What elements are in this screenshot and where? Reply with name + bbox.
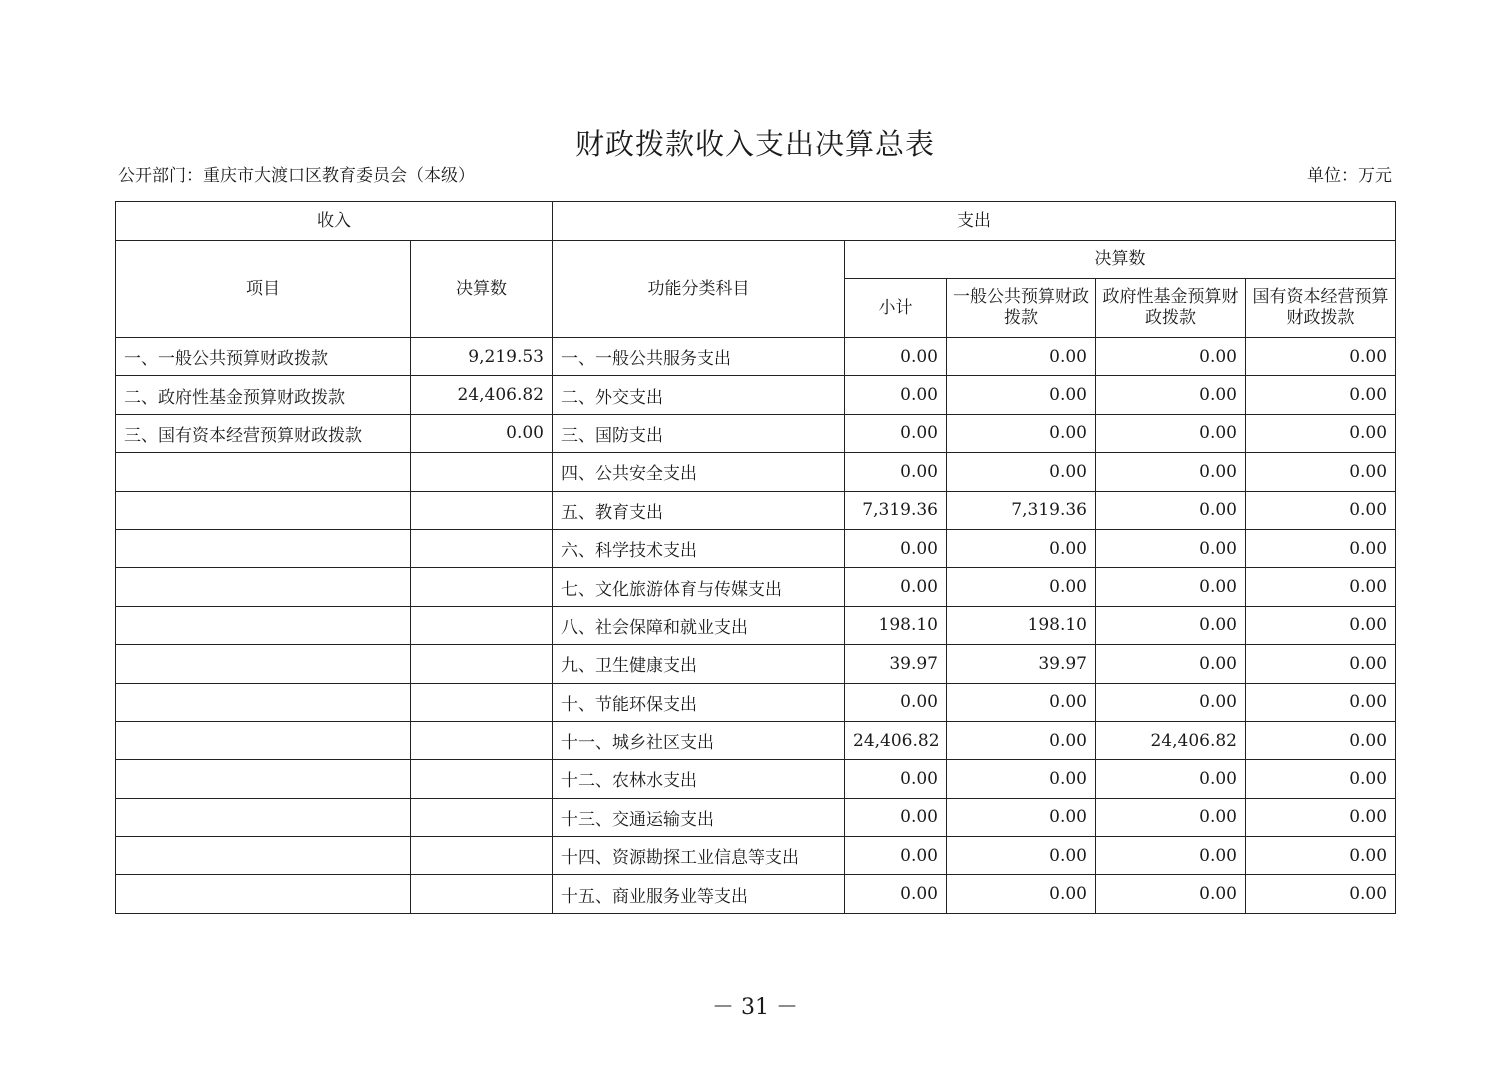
state-capital-cell: 0.00 (1246, 798, 1396, 836)
state-capital-cell: 0.00 (1246, 453, 1396, 491)
table-row (116, 721, 1396, 759)
table-row (116, 798, 1396, 836)
income-item-cell (116, 645, 411, 683)
general-budget-cell: 7,319.36 (947, 491, 1096, 529)
income-amount-cell (411, 529, 553, 567)
income-amount-cell (411, 491, 553, 529)
table-row (116, 338, 1396, 376)
expense-category-cell: 十五、商业服务业等支出 (553, 875, 845, 913)
income-item-cell (116, 568, 411, 606)
expense-header: 支出 (553, 202, 1396, 241)
table-row (116, 875, 1396, 913)
income-amount-cell: 0.00 (411, 414, 553, 452)
income-amount-cell: 24,406.82 (411, 376, 553, 414)
state-capital-cell: 0.00 (1246, 491, 1396, 529)
income-amount-cell (411, 568, 553, 606)
gov-fund-cell: 0.00 (1096, 529, 1246, 567)
table-row (116, 837, 1396, 875)
general-budget-cell: 0.00 (947, 338, 1096, 376)
expense-category-cell: 八、社会保障和就业支出 (553, 606, 845, 644)
general-budget-cell: 0.00 (947, 376, 1096, 414)
income-item-cell: 二、政府性基金预算财政拨款 (116, 376, 411, 414)
state-capital-cell: 0.00 (1246, 875, 1396, 913)
general-budget-cell: 0.00 (947, 875, 1096, 913)
subtotal-cell: 0.00 (845, 798, 947, 836)
gov-fund-cell: 0.00 (1096, 683, 1246, 721)
subtotal-cell: 0.00 (845, 837, 947, 875)
state-capital-cell: 0.00 (1246, 760, 1396, 798)
subtotal-cell: 0.00 (845, 760, 947, 798)
income-amount-cell (411, 683, 553, 721)
table-row (116, 453, 1396, 491)
subtotal-cell: 0.00 (845, 376, 947, 414)
income-amount-cell (411, 875, 553, 913)
table-row (116, 376, 1396, 414)
page-number: － 31 － (712, 995, 798, 1020)
income-amount-cell (411, 760, 553, 798)
income-item-cell (116, 837, 411, 875)
subtotal-cell: 0.00 (845, 568, 947, 606)
general-budget-cell: 198.10 (947, 606, 1096, 644)
table-row (116, 414, 1396, 452)
income-item-cell (116, 721, 411, 759)
income-item-cell (116, 529, 411, 567)
expense-category-cell: 四、公共安全支出 (553, 453, 845, 491)
income-item-cell (116, 683, 411, 721)
general-budget-cell: 0.00 (947, 568, 1096, 606)
income-item-cell (116, 453, 411, 491)
subtotal-cell: 24,406.82 (845, 721, 947, 759)
state-capital-cell: 0.00 (1246, 568, 1396, 606)
final-accounts-table (115, 201, 1396, 914)
subtotal-cell: 0.00 (845, 875, 947, 913)
expense-category-cell: 一、一般公共服务支出 (553, 338, 845, 376)
expense-category-cell: 五、教育支出 (553, 491, 845, 529)
income-amount-header: 决算数 (411, 241, 553, 338)
gov-fund-cell: 0.00 (1096, 453, 1246, 491)
income-item-cell: 三、国有资本经营预算财政拨款 (116, 414, 411, 452)
report-title: 财政拨款收入支出决算总表 (574, 127, 935, 161)
state-capital-cell: 0.00 (1246, 645, 1396, 683)
expense-category-cell: 十四、资源勘探工业信息等支出 (553, 837, 845, 875)
expense-category-cell: 二、外交支出 (553, 376, 845, 414)
table-row (116, 568, 1396, 606)
general-budget-header: 一般公共预算财政拨款 (947, 279, 1096, 338)
general-budget-cell: 0.00 (947, 760, 1096, 798)
gov-fund-cell: 0.00 (1096, 837, 1246, 875)
subtotal-cell: 0.00 (845, 414, 947, 452)
state-capital-cell: 0.00 (1246, 721, 1396, 759)
general-budget-cell: 0.00 (947, 414, 1096, 452)
general-budget-cell: 0.00 (947, 721, 1096, 759)
table-row (116, 529, 1396, 567)
income-item-cell (116, 760, 411, 798)
state-capital-header: 国有资本经营预算财政拨款 (1246, 279, 1396, 338)
subtotal-cell: 198.10 (845, 606, 947, 644)
gov-fund-cell: 0.00 (1096, 645, 1246, 683)
subtotal-header: 小计 (845, 279, 947, 338)
gov-fund-header: 政府性基金预算财政拨款 (1096, 279, 1246, 338)
income-amount-cell (411, 606, 553, 644)
subtotal-cell: 39.97 (845, 645, 947, 683)
state-capital-cell: 0.00 (1246, 338, 1396, 376)
gov-fund-cell: 0.00 (1096, 798, 1246, 836)
general-budget-cell: 0.00 (947, 798, 1096, 836)
income-amount-cell (411, 645, 553, 683)
state-capital-cell: 0.00 (1246, 683, 1396, 721)
department-label: 公开部门：重庆市大渡口区教育委员会（本级） (118, 166, 475, 186)
state-capital-cell: 0.00 (1246, 837, 1396, 875)
subtotal-cell: 0.00 (845, 529, 947, 567)
gov-fund-cell: 0.00 (1096, 338, 1246, 376)
income-amount-cell (411, 453, 553, 491)
income-item-cell: 一、一般公共预算财政拨款 (116, 338, 411, 376)
state-capital-cell: 0.00 (1246, 376, 1396, 414)
final-amount-group-header: 决算数 (845, 241, 1396, 279)
gov-fund-cell: 0.00 (1096, 760, 1246, 798)
gov-fund-cell: 0.00 (1096, 376, 1246, 414)
income-item-cell (116, 798, 411, 836)
state-capital-cell: 0.00 (1246, 606, 1396, 644)
gov-fund-cell: 0.00 (1096, 414, 1246, 452)
expense-category-cell: 九、卫生健康支出 (553, 645, 845, 683)
gov-fund-cell: 0.00 (1096, 568, 1246, 606)
item-header: 项目 (116, 241, 411, 338)
table-row (116, 760, 1396, 798)
general-budget-cell: 0.00 (947, 529, 1096, 567)
gov-fund-cell: 0.00 (1096, 875, 1246, 913)
expense-category-cell: 七、文化旅游体育与传媒支出 (553, 568, 845, 606)
subtotal-cell: 7,319.36 (845, 491, 947, 529)
expense-category-cell: 十一、城乡社区支出 (553, 721, 845, 759)
gov-fund-cell: 0.00 (1096, 491, 1246, 529)
table-row (116, 683, 1396, 721)
table-row (116, 606, 1396, 644)
general-budget-cell: 0.00 (947, 453, 1096, 491)
income-item-cell (116, 606, 411, 644)
income-amount-cell (411, 798, 553, 836)
income-amount-cell: 9,219.53 (411, 338, 553, 376)
gov-fund-cell: 24,406.82 (1096, 721, 1246, 759)
table-row (116, 645, 1396, 683)
expense-category-cell: 十、节能环保支出 (553, 683, 845, 721)
expense-category-cell: 六、科学技术支出 (553, 529, 845, 567)
subtotal-cell: 0.00 (845, 338, 947, 376)
income-amount-cell (411, 721, 553, 759)
unit-label: 单位：万元 (1307, 166, 1392, 186)
subtotal-cell: 0.00 (845, 683, 947, 721)
income-header: 收入 (116, 202, 553, 241)
general-budget-cell: 0.00 (947, 683, 1096, 721)
expense-category-cell: 三、国防支出 (553, 414, 845, 452)
general-budget-cell: 0.00 (947, 837, 1096, 875)
income-item-cell (116, 491, 411, 529)
state-capital-cell: 0.00 (1246, 414, 1396, 452)
expense-category-cell: 十二、农林水支出 (553, 760, 845, 798)
income-item-cell (116, 875, 411, 913)
general-budget-cell: 39.97 (947, 645, 1096, 683)
subtotal-cell: 0.00 (845, 453, 947, 491)
function-category-header: 功能分类科目 (553, 241, 845, 338)
table-row (116, 491, 1396, 529)
state-capital-cell: 0.00 (1246, 529, 1396, 567)
income-amount-cell (411, 837, 553, 875)
gov-fund-cell: 0.00 (1096, 606, 1246, 644)
expense-category-cell: 十三、交通运输支出 (553, 798, 845, 836)
